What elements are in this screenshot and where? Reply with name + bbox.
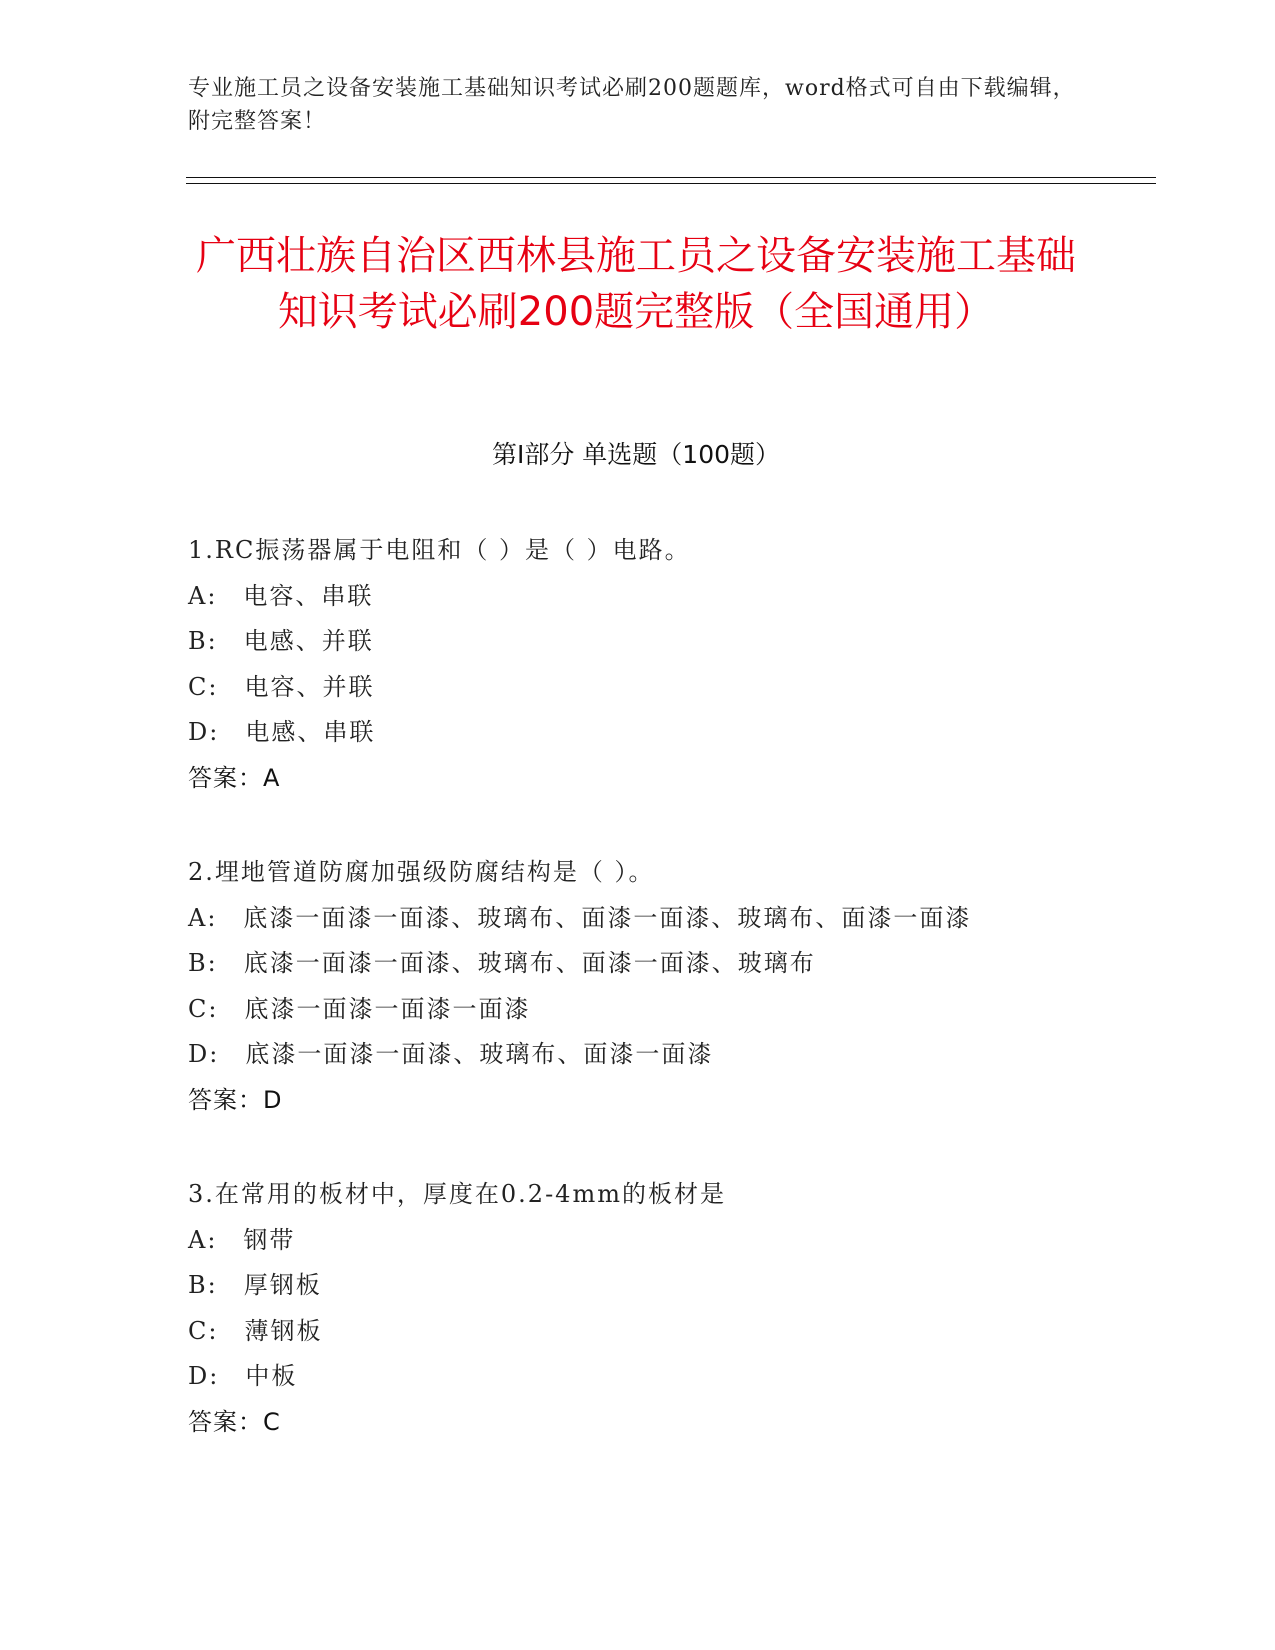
question-stem: 2.埋地管道防腐加强级防腐结构是（ ）。: [188, 858, 655, 886]
option-letter: B:: [188, 949, 218, 977]
document-title: 广西壮族自治区西林县施工员之设备安装施工基础知识考试必刷200题完整版（全国通用）: [196, 233, 1076, 335]
option-c: [188, 987, 1088, 1033]
option-letter: A:: [188, 903, 218, 932]
option-letter: A:: [188, 581, 218, 610]
header-divider-bottom: [186, 183, 1156, 184]
option-text: 厚钢板: [243, 1271, 322, 1299]
option-a: [188, 574, 1088, 620]
option-d: [188, 1354, 1088, 1400]
option-text: 电容、串联: [243, 581, 374, 610]
option-text: 薄钢板: [244, 1316, 323, 1345]
header-divider-top: [186, 177, 1156, 178]
option-b: [188, 941, 1088, 987]
option-d: [188, 710, 1088, 756]
option-text: 钢带: [243, 1225, 296, 1254]
option-letter: C:: [188, 994, 219, 1023]
option-letter: D:: [188, 1040, 220, 1068]
question-1: [188, 528, 1088, 801]
option-letter: D:: [188, 1362, 220, 1390]
option-b: [188, 1263, 1088, 1309]
question-3: [188, 1172, 1088, 1445]
question-stem: 3.在常用的板材中，厚度在0.2-4mm的板材是: [188, 1180, 726, 1208]
answer-line: 答案：D: [188, 1085, 283, 1114]
question-2: [188, 850, 1088, 1123]
answer-line: 答案：A: [188, 763, 281, 792]
option-c: [188, 665, 1088, 711]
option-text: 底漆一面漆一面漆、玻璃布、面漆一面漆: [245, 1040, 714, 1068]
option-letter: B:: [188, 627, 218, 655]
option-a: [188, 1218, 1088, 1264]
section-title: 第Ⅰ部分 单选题（100题）: [491, 440, 781, 469]
header-note: 专业施工员之设备安装施工基础知识考试必刷200题题库，word格式可自由下载编辑，附完整答案！: [188, 76, 1076, 134]
option-letter: A:: [188, 1225, 218, 1254]
option-c: [188, 1309, 1088, 1355]
option-d: [188, 1032, 1088, 1078]
question-stem: 1.RC振荡器属于电阻和（ ）是（ ）电路。: [188, 536, 691, 564]
option-letter: D:: [188, 718, 220, 746]
option-text: 电容、并联: [244, 672, 375, 701]
option-letter: C:: [188, 1316, 219, 1345]
answer-line: 答案：C: [188, 1407, 281, 1436]
option-a: [188, 896, 1088, 942]
option-letter: C:: [188, 672, 219, 701]
option-text: 底漆一面漆一面漆一面漆: [244, 994, 531, 1023]
option-letter: B:: [188, 1271, 218, 1299]
option-text: 底漆一面漆一面漆、玻璃布、面漆一面漆、玻璃布: [243, 949, 816, 977]
option-text: 电感、串联: [245, 718, 376, 746]
option-text: 电感、并联: [243, 627, 374, 655]
option-text: 底漆一面漆一面漆、玻璃布、面漆一面漆、玻璃布、面漆一面漆: [243, 903, 972, 932]
option-text: 中板: [245, 1362, 298, 1390]
option-b: [188, 619, 1088, 665]
